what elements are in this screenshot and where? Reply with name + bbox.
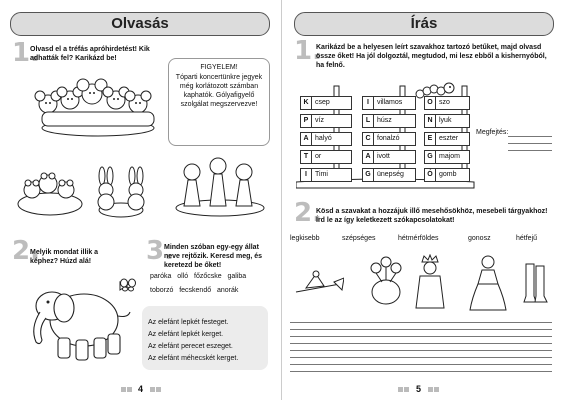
sign-letter: Ó xyxy=(425,169,436,181)
right-page-number: 5 xyxy=(416,384,422,394)
sign-letter: E xyxy=(425,133,436,145)
sign-word: Timi xyxy=(315,171,328,178)
word-toborzo[interactable]: toborzó xyxy=(150,287,174,294)
writing-line-4[interactable] xyxy=(290,343,552,344)
word-szepseges[interactable]: szépséges xyxy=(342,235,376,242)
exercise-2-number-right: 2. xyxy=(294,198,322,228)
word-anorak[interactable]: anorák xyxy=(216,287,239,294)
sentence-3[interactable]: Az elefánt perecet eszeget. xyxy=(148,343,233,350)
exercise-1-number-right: 1. xyxy=(294,36,322,66)
sign-col2-row4[interactable] xyxy=(362,150,416,164)
word-ollo[interactable]: olló xyxy=(177,273,189,280)
sign-col3-row3[interactable] xyxy=(424,132,470,146)
answer-lines[interactable] xyxy=(508,136,552,157)
word-row-2 xyxy=(150,286,238,295)
writing-line-5[interactable] xyxy=(290,350,552,351)
page-marker-left-1 xyxy=(121,387,126,392)
sign-letter: O xyxy=(425,97,436,109)
left-page-title: Olvasás xyxy=(10,12,270,36)
sign-word: húsz xyxy=(377,117,392,124)
word-hetmerfoldes[interactable]: hétmérföldes xyxy=(398,235,439,242)
sign-col1-row5[interactable] xyxy=(300,168,352,182)
sign-word: or xyxy=(315,153,322,160)
sentence-2[interactable]: Az elefánt lepkét kerget. xyxy=(148,331,224,338)
exercise-1-number: 1. xyxy=(12,38,40,68)
writing-line-8[interactable] xyxy=(290,371,552,372)
word-legkisebb[interactable]: legkisebb xyxy=(290,235,320,242)
notice-title: FIGYELEM! xyxy=(200,64,238,71)
page-marker-right-3 xyxy=(428,387,433,392)
king-illustration xyxy=(414,254,446,310)
word-fozocske[interactable]: főzőcske xyxy=(194,273,222,280)
sign-letter: T xyxy=(301,151,312,163)
sign-letter: A xyxy=(363,151,374,163)
exercise-1-instruction: Olvasd el a tréfás apróhirdetést! Kik adhatták fel? Karikázd be! xyxy=(30,46,150,62)
sign-word: víz xyxy=(315,117,324,124)
sign-letter: G xyxy=(425,151,436,163)
sign-word: ivott xyxy=(377,153,390,160)
page-marker-right-1 xyxy=(398,387,403,392)
sign-col2-row1[interactable] xyxy=(362,96,416,110)
writing-line-6[interactable] xyxy=(290,357,552,358)
sign-letter: C xyxy=(363,133,374,145)
sign-letter: I xyxy=(363,97,374,109)
exercise-2-number: 2. xyxy=(12,236,40,266)
butterfly-icon xyxy=(120,278,136,292)
page-marker-left-4 xyxy=(156,387,161,392)
sentence-1[interactable]: Az elefánt lepkét festeget. xyxy=(148,319,229,326)
sign-col2-row5[interactable] xyxy=(362,168,416,182)
dragon-illustration xyxy=(366,254,406,308)
sign-word: csep xyxy=(315,99,330,106)
writing-line-2[interactable] xyxy=(290,329,552,330)
sign-letter: P xyxy=(301,115,312,127)
exercise-1-instruction-right: Karikázd be a helyesen leírt szavakhoz tartozó betűket, majd olvasd össze őket! Ha jól dolgoztál, megtudod, mi lesz ebből a kishernyóból, ha felnő. xyxy=(316,44,547,69)
writing-line-3[interactable] xyxy=(290,336,552,337)
sign-col1-row1[interactable] xyxy=(300,96,352,110)
sign-word: fonalzó xyxy=(377,135,400,142)
rabbits-illustration xyxy=(92,166,150,218)
writing-line-7[interactable] xyxy=(290,364,552,365)
right-page xyxy=(282,0,562,400)
sign-col2-row3[interactable] xyxy=(362,132,416,146)
sign-word: majom xyxy=(439,153,461,160)
sign-letter: L xyxy=(363,115,374,127)
boots-illustration xyxy=(522,262,548,306)
sign-letter: A xyxy=(301,133,312,145)
frogs-on-leaf-illustration xyxy=(14,160,86,218)
exercise-3-number: 3. xyxy=(146,236,174,266)
exercise-3-instruction: Minden szóban egy-egy állat neve rejtőzik. Keresd meg, és keretezd be őket! xyxy=(164,244,263,269)
sign-word: szo xyxy=(439,99,450,106)
exercise-2-instruction-right: Kösd a szavakat a hozzájuk illő mesehősökhöz, mesebeli tárgyakhoz! Írd le az így keletkezett szókapcsolatokat! xyxy=(316,208,548,224)
notice-body: Tóparti koncertünkre jegyek még korlátozott számban kaphatók. Gólyafigyelő szolgálat megszervezve! xyxy=(175,74,263,108)
word-gonosz[interactable]: gonosz xyxy=(468,235,491,242)
sentence-4[interactable]: Az elefánt méhecskét kerget. xyxy=(148,355,239,362)
sign-word: villamos xyxy=(377,99,403,106)
answer-label: Megfejtés: xyxy=(476,129,509,136)
sign-letter: I xyxy=(301,169,312,181)
sign-col3-row4[interactable] xyxy=(424,150,470,164)
sign-letter: K xyxy=(301,97,312,109)
witch-on-broom-illustration xyxy=(294,268,344,302)
exercise-2-instruction: Melyik mondat illik a képhez? Húzd alá! xyxy=(30,249,99,265)
word-galiba[interactable]: galiba xyxy=(227,273,247,280)
storks-illustration xyxy=(172,150,268,218)
sentences-box xyxy=(142,306,268,370)
sign-letter: N xyxy=(425,115,436,127)
left-page-number: 4 xyxy=(138,384,144,394)
right-page-title: Írás xyxy=(294,12,554,36)
sign-word: eszter xyxy=(439,135,459,142)
page-marker-right-4 xyxy=(434,387,439,392)
sign-col3-row2[interactable] xyxy=(424,114,470,128)
page-marker-left-3 xyxy=(150,387,155,392)
page-marker-right-2 xyxy=(404,387,409,392)
page-marker-left-2 xyxy=(127,387,132,392)
sign-word: lyuk xyxy=(439,117,452,124)
word-row-1 xyxy=(150,272,246,281)
word-paroka[interactable]: paróka xyxy=(150,273,172,280)
hidden-animals-box xyxy=(144,270,268,298)
word-hetfeju[interactable]: hétfejű xyxy=(516,235,538,242)
sign-col3-row1[interactable] xyxy=(424,96,470,110)
sign-letter: G xyxy=(363,169,374,181)
sign-word: gomb xyxy=(439,171,457,178)
sign-word: ünepség xyxy=(377,171,404,178)
sign-word: halyó xyxy=(315,135,332,142)
mice-illustration xyxy=(28,66,168,138)
sign-col3-row5[interactable] xyxy=(424,168,470,182)
sign-col2-row2[interactable] xyxy=(362,114,416,128)
sign-col1-row4[interactable] xyxy=(300,150,352,164)
writing-line-1[interactable] xyxy=(290,322,552,323)
sign-col1-row2[interactable] xyxy=(300,114,352,128)
sign-col1-row3[interactable] xyxy=(300,132,352,146)
notice-box xyxy=(168,58,270,146)
word-fecskendo[interactable]: fecskendő xyxy=(179,287,212,294)
princess-illustration xyxy=(468,252,508,312)
